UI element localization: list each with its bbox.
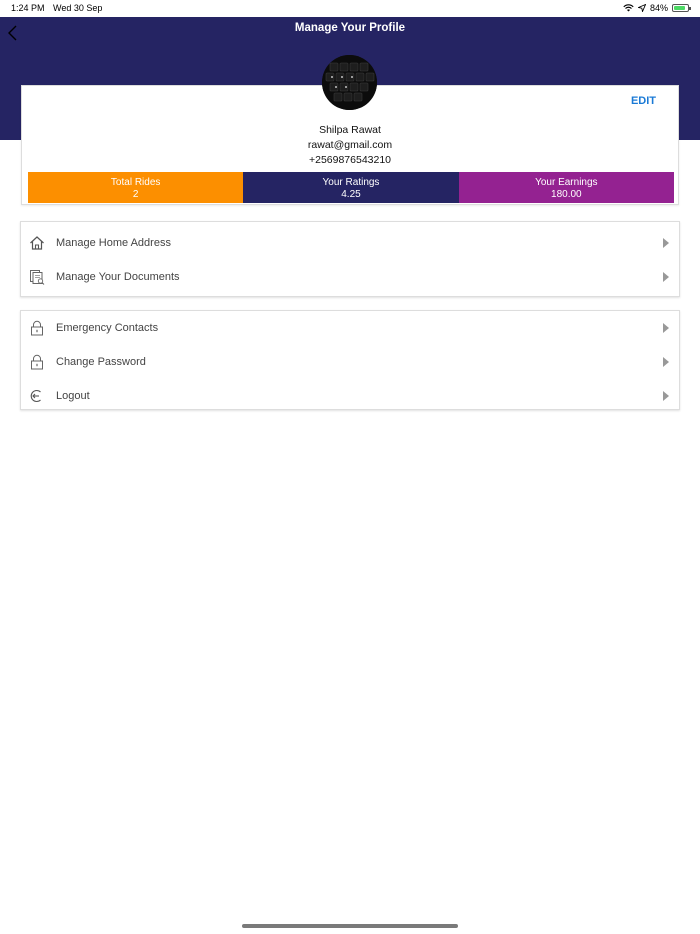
status-date: Wed 30 Sep	[53, 3, 103, 13]
status-bar	[0, 0, 700, 17]
stat-value: 180.00	[551, 189, 582, 200]
menu-item-emergency-contacts[interactable]	[21, 311, 679, 345]
lock-icon	[29, 320, 45, 336]
keyboard-photo-icon	[322, 55, 377, 110]
location-arrow-icon	[638, 4, 646, 12]
battery-icon	[672, 4, 689, 12]
menu-item-label: Change Password	[56, 356, 146, 368]
documents-icon	[29, 269, 45, 285]
avatar[interactable]	[322, 55, 377, 110]
stat-your-ratings[interactable]	[243, 172, 458, 203]
chevron-right-icon	[663, 272, 669, 282]
profile-email: rawat@gmail.com	[307, 139, 393, 151]
chevron-right-icon	[663, 238, 669, 248]
stat-value: 2	[132, 189, 139, 200]
stat-total-rides[interactable]	[28, 172, 243, 203]
home-icon	[29, 235, 45, 251]
stat-label: Your Earnings	[535, 177, 598, 188]
home-indicator[interactable]	[242, 924, 458, 928]
stats-bar	[28, 172, 674, 203]
chevron-right-icon	[663, 391, 669, 401]
profile-name: Shilpa Rawat	[319, 124, 381, 136]
lock-icon	[29, 354, 45, 370]
stat-label: Your Ratings	[322, 177, 380, 188]
page-title: Manage Your Profile	[294, 22, 406, 34]
wifi-icon	[623, 4, 634, 12]
menu-item-manage-home-address[interactable]	[21, 226, 679, 260]
menu-group-account	[20, 310, 680, 410]
menu-item-label: Manage Home Address	[56, 237, 171, 249]
stat-your-earnings[interactable]	[459, 172, 674, 203]
edit-button[interactable]: EDIT	[630, 95, 656, 107]
chevron-right-icon	[663, 357, 669, 367]
menu-item-label: Logout	[56, 390, 90, 402]
menu-item-manage-your-documents[interactable]	[21, 260, 679, 294]
battery-level	[674, 6, 685, 10]
battery-percent: 84%	[649, 3, 668, 13]
profile-phone: +2569876543210	[308, 154, 392, 166]
menu-item-label: Manage Your Documents	[56, 271, 180, 283]
stat-label: Total Rides	[110, 177, 161, 188]
stat-value: 4.25	[341, 189, 361, 200]
menu-item-change-password[interactable]	[21, 345, 679, 379]
menu-group-address-documents	[20, 221, 680, 297]
menu-item-logout[interactable]	[21, 379, 679, 413]
logout-icon	[29, 388, 45, 404]
menu-item-label: Emergency Contacts	[56, 322, 159, 334]
status-time: 1:24 PM	[11, 3, 45, 13]
chevron-right-icon	[663, 323, 669, 333]
